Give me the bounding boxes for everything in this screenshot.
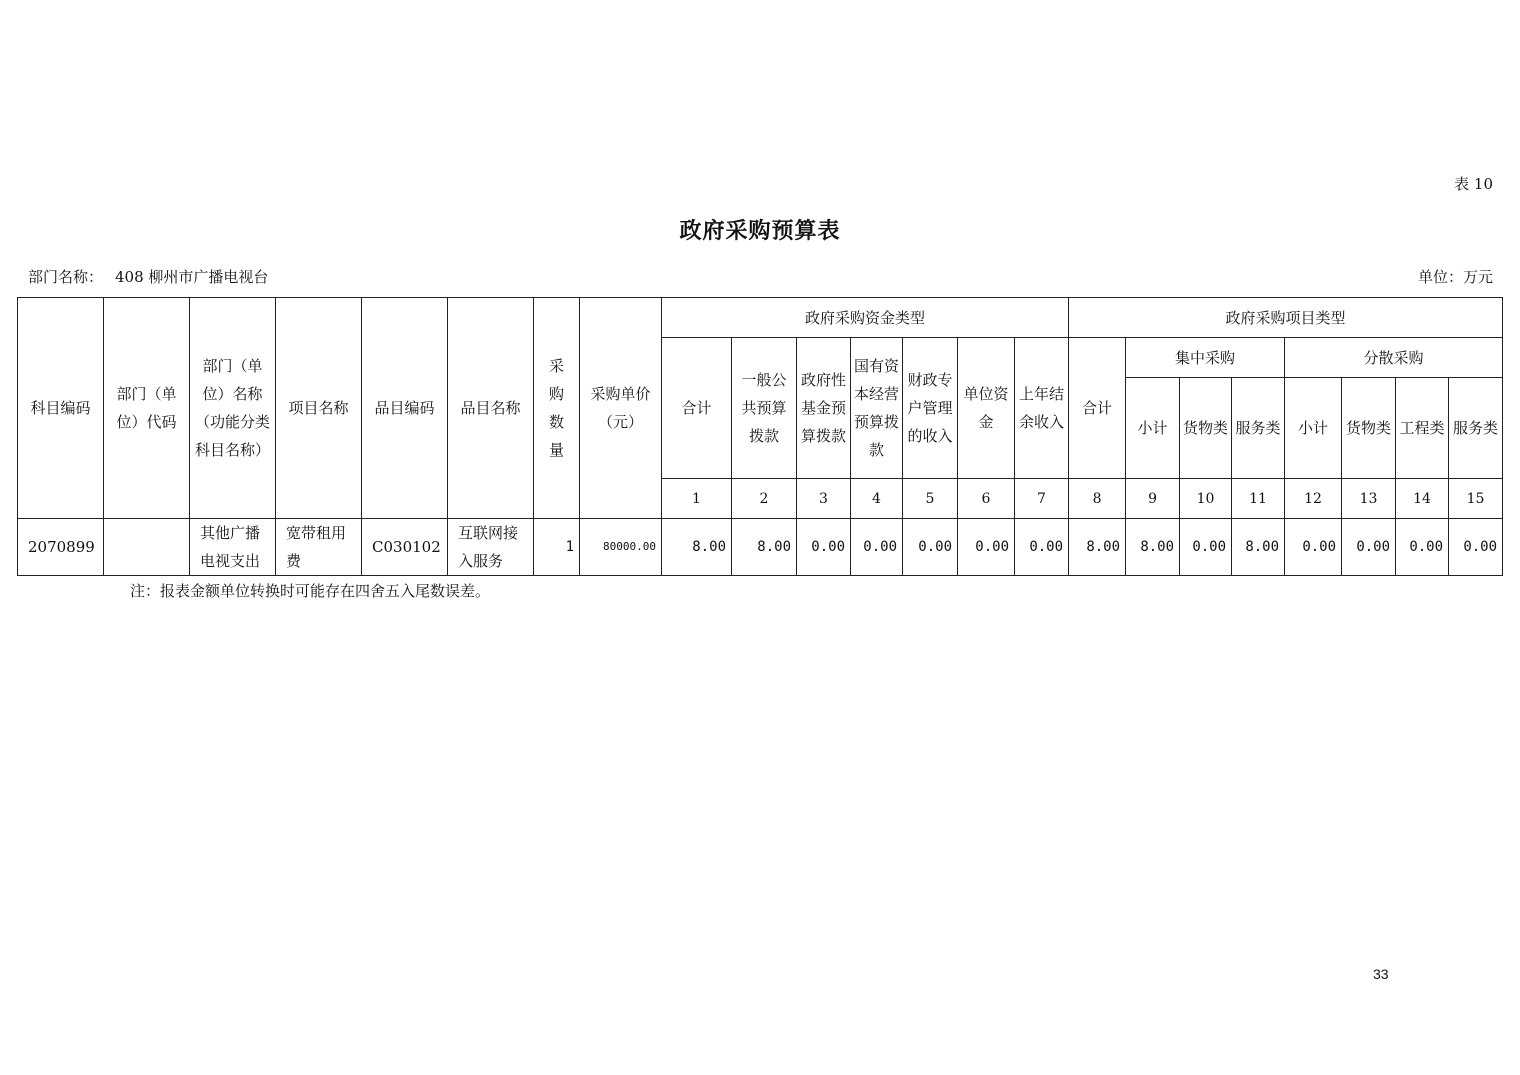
- column-number: 15: [1449, 479, 1503, 519]
- header-dept-code: 部门（单位）代码: [104, 298, 190, 519]
- header-subject-code: 科目编码: [18, 298, 104, 519]
- header-centralized-col: 货物类: [1180, 378, 1232, 479]
- cell-value: 0.00: [1342, 519, 1396, 576]
- department-label: 部门名称：: [28, 268, 104, 286]
- cell-value: 0.00: [1396, 519, 1449, 576]
- procurement-budget-table: [17, 297, 1503, 576]
- cell-unit-price: 80000.00: [580, 519, 662, 576]
- table-number: 表 10: [1454, 175, 1493, 193]
- header-unit-price: 采购单价（元）: [580, 298, 662, 519]
- header-fund-col: 财政专户管理的收入: [903, 338, 958, 479]
- table-row: [18, 519, 1503, 576]
- cell-value: 8.00: [732, 519, 797, 576]
- cell-value: 0.00: [1015, 519, 1069, 576]
- cell-item-name: 互联网接入服务: [448, 519, 534, 576]
- cell-value: 8.00: [1232, 519, 1285, 576]
- footnote: 注：报表金额单位转换时可能存在四舍五入尾数误差。: [130, 582, 491, 600]
- cell-value: 0.00: [1449, 519, 1503, 576]
- header-decentralized-col: 服务类: [1449, 378, 1503, 479]
- column-number: 5: [903, 479, 958, 519]
- header-project-type: 政府采购项目类型: [1069, 298, 1503, 338]
- column-number: 11: [1232, 479, 1285, 519]
- header-decentralized-col: 货物类: [1342, 378, 1396, 479]
- header-fund-col: 一般公共预算拨款: [732, 338, 797, 479]
- page-title: 政府采购预算表: [679, 218, 841, 244]
- page-number: 33: [1373, 966, 1389, 982]
- header-centralized-col: 小计: [1126, 378, 1180, 479]
- header-fund-col: 合计: [662, 338, 732, 479]
- cell-value: 0.00: [1285, 519, 1342, 576]
- cell-value: 0.00: [797, 519, 851, 576]
- cell-value: 0.00: [851, 519, 903, 576]
- cell-value: 0.00: [903, 519, 958, 576]
- column-number: 12: [1285, 479, 1342, 519]
- header-centralized-col: 服务类: [1232, 378, 1285, 479]
- column-number: 14: [1396, 479, 1449, 519]
- column-number: 7: [1015, 479, 1069, 519]
- column-number: 10: [1180, 479, 1232, 519]
- header-decentralized-col: 小计: [1285, 378, 1342, 479]
- header-decentralized: 分散采购: [1285, 338, 1503, 378]
- cell-dept-name: 其他广播电视支出: [190, 519, 276, 576]
- header-fund-col: 单位资金: [958, 338, 1015, 479]
- header-fund-col: 上年结余收入: [1015, 338, 1069, 479]
- cell-value: 8.00: [662, 519, 732, 576]
- cell-value: 0.00: [1180, 519, 1232, 576]
- cell-item-code: C030102: [362, 519, 448, 576]
- header-project-name: 项目名称: [276, 298, 362, 519]
- department-value: 408 柳州市广播电视台: [115, 268, 269, 286]
- cell-value: 0.00: [958, 519, 1015, 576]
- header-centralized: 集中采购: [1126, 338, 1285, 378]
- header-decentralized-col: 工程类: [1396, 378, 1449, 479]
- column-number: 3: [797, 479, 851, 519]
- column-number: 4: [851, 479, 903, 519]
- column-number: 2: [732, 479, 797, 519]
- column-number: 9: [1126, 479, 1180, 519]
- column-number: 1: [662, 479, 732, 519]
- header-fund-type: 政府采购资金类型: [662, 298, 1069, 338]
- header-fund-col: 政府性基金预算拨款: [797, 338, 851, 479]
- column-number: 6: [958, 479, 1015, 519]
- header-quantity: 采购数量: [534, 298, 580, 519]
- column-number: 13: [1342, 479, 1396, 519]
- unit-label: 单位：万元: [1417, 268, 1493, 286]
- header-item-name: 品目名称: [448, 298, 534, 519]
- header-fund-col: 国有资本经营预算拨款: [851, 338, 903, 479]
- cell-dept-code: [104, 519, 190, 576]
- header-dept-name: 部门（单位）名称（功能分类科目名称）: [190, 298, 276, 519]
- cell-project-name: 宽带租用费: [276, 519, 362, 576]
- cell-value: 8.00: [1126, 519, 1180, 576]
- header-item-code: 品目编码: [362, 298, 448, 519]
- cell-quantity: 1: [534, 519, 580, 576]
- header-project-total: 合计: [1069, 338, 1126, 479]
- cell-subject-code: 2070899: [18, 519, 104, 576]
- cell-value: 8.00: [1069, 519, 1126, 576]
- column-number: 8: [1069, 479, 1126, 519]
- department-line: [28, 266, 268, 287]
